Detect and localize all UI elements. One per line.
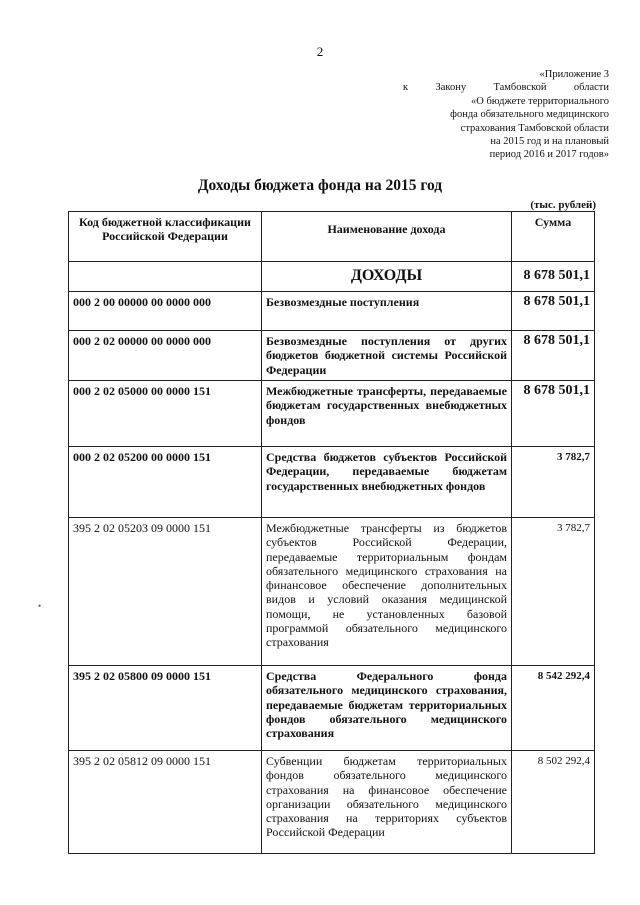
appendix-header [379, 68, 609, 162]
row-name: Субвенции бюджетам территориальных фондов обязательного медицинского страхования на финансовое обеспечение организации обязательного медицинского страхования на территориях субъектов Российской Федерации [262, 751, 512, 854]
revenue-table [68, 211, 595, 854]
row-name: ДОХОДЫ [262, 262, 512, 292]
appendix-line: период 2016 и 2017 годов» [489, 149, 609, 161]
row-code: 395 2 02 05800 09 0000 151 [69, 666, 262, 751]
row-sum: 8 542 292,4 [512, 666, 595, 751]
document-title: Доходы бюджета фонда на 2015 год [197, 177, 443, 194]
row-code: 000 2 02 05200 00 0000 151 [69, 447, 262, 518]
row-name: Межбюджетные трансферты из бюджетов субъектов Российской Федерации, передаваемые территориальным фондам обязательного медицинского страхования на финансовое обеспечение дополнительных видов и условий оказания медицинской помощи, не установленных базовой программой обязательного медицинского страхования [262, 518, 512, 666]
row-sum: 8 502 292,4 [512, 751, 595, 854]
row-code: 000 2 02 00000 00 0000 000 [69, 331, 262, 381]
scan-mark: • [38, 601, 42, 611]
row-code: 000 2 00 00000 00 0000 000 [69, 292, 262, 331]
table-row [69, 518, 595, 666]
row-name: Межбюджетные трансферты, передаваемые бюджетам государственных внебюджетных фондов [262, 381, 512, 447]
table-header-row [69, 212, 595, 262]
table-row [69, 751, 595, 854]
row-sum: 3 782,7 [512, 447, 595, 518]
row-sum: 8 678 501,1 [512, 292, 595, 331]
page-number: 2 [316, 44, 324, 59]
column-header-name: Наименование дохода [262, 212, 512, 262]
column-header-code: Код бюджетной классификации Российской Федерации [69, 212, 262, 262]
appendix-line: фонда обязательного медицинского [450, 109, 609, 121]
row-name: Средства бюджетов субъектов Российской Федерации, передаваемые бюджетам государственных внебюджетных фондов [262, 447, 512, 518]
row-name: Безвозмездные поступления от других бюджетов бюджетной системы Российской Федерации [262, 331, 512, 381]
table-row [69, 331, 595, 381]
table-row [69, 447, 595, 518]
row-code [69, 262, 262, 292]
column-header-sum: Сумма [512, 212, 595, 262]
row-sum: 8 678 501,1 [512, 381, 595, 447]
units-label: (тыс. рублей) [530, 199, 596, 211]
row-sum: 8 678 501,1 [512, 331, 595, 381]
row-sum: 8 678 501,1 [512, 262, 595, 292]
row-code: 395 2 02 05812 09 0000 151 [69, 751, 262, 854]
row-sum: 3 782,7 [512, 518, 595, 666]
row-code: 395 2 02 05203 09 0000 151 [69, 518, 262, 666]
table-row [69, 262, 595, 292]
row-code: 000 2 02 05000 00 0000 151 [69, 381, 262, 447]
row-name: Безвозмездные поступления [262, 292, 512, 331]
appendix-line: страхования Тамбовской области [460, 122, 609, 134]
table-row [69, 666, 595, 751]
table-row [69, 292, 595, 331]
appendix-line: «Приложение 3 [539, 69, 609, 80]
row-name: Средства Федерального фонда обязательного медицинского страхования, передаваемые бюджетам территориальных фондов обязательного медицинского страхования [262, 666, 512, 751]
appendix-line: к Закону Тамбовской области [403, 82, 609, 94]
appendix-line: «О бюджете территориального [471, 95, 609, 107]
appendix-line: на 2015 год и на плановый [490, 136, 609, 148]
table-row [69, 381, 595, 447]
